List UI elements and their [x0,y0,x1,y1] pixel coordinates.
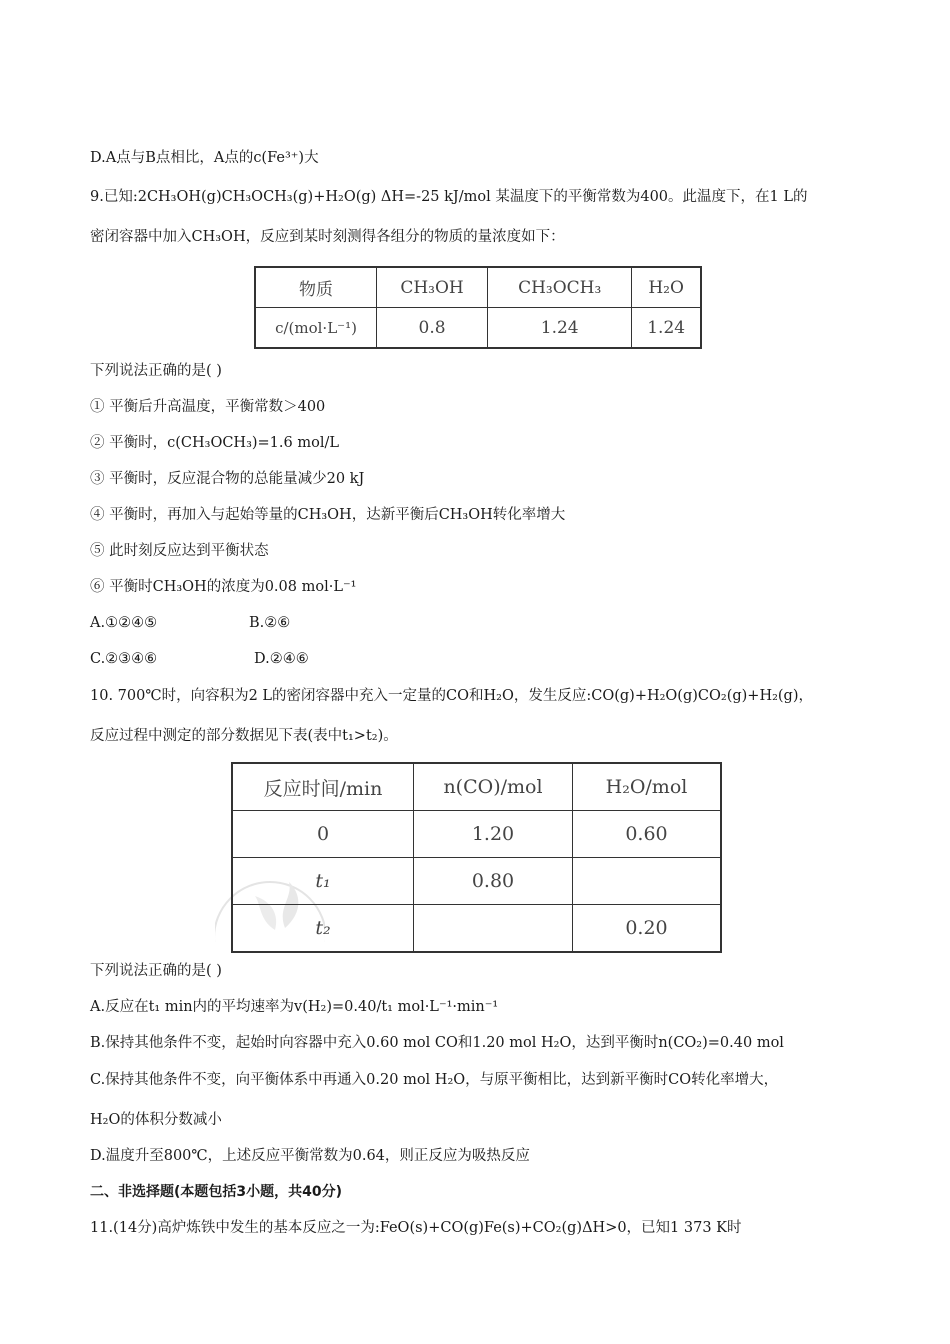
table-cell: t₂ [232,905,414,953]
table-cell: t₁ [232,858,414,905]
table-cell: 0.60 [573,811,722,858]
table-cell: 0.20 [573,905,722,953]
question-10-prompt: 下列说法正确的是( ) [90,963,222,979]
concentration-table [254,266,702,349]
table-header-cell: 物质 [255,267,377,308]
table-header-row [255,267,701,308]
statement-5: ⑤ 此时刻反应达到平衡状态 [90,543,269,559]
question-9-stem-cont: 密闭容器中加入CH₃OH，反应到某时刻测得各组分的物质的量浓度如下： [90,229,565,245]
table-cell [573,858,722,905]
option-b-q9: B.②⑥ [249,615,291,631]
option-c-q10: C.保持其他条件不变，向平衡体系中再通入0.20 mol H₂O，与原平衡相比，达到新平衡时CO转化率增大， [90,1072,779,1088]
table-row [232,905,721,953]
statement-3: ③ 平衡时，反应混合物的总能量减少20 kJ [90,471,365,487]
statement-4: ④ 平衡时，再加入与起始等量的CH₃OH，达新平衡后CH₃OH转化率增大 [90,507,566,523]
question-9-prompt: 下列说法正确的是( ) [90,363,222,379]
table-cell: 1.24 [632,308,701,349]
option-a-q9: A.①②④⑤ [90,615,158,631]
table-header-cell: n(CO)/mol [414,763,573,811]
table-header-row [232,763,721,811]
option-d-q9: D.②④⑥ [254,651,309,667]
question-10-stem-cont: 反应过程中测定的部分数据见下表(表中t₁>t₂)。 [90,728,398,744]
statement-1: ① 平衡后升高温度，平衡常数＞400 [90,399,326,415]
option-b-q10: B.保持其他条件不变，起始时向容器中充入0.60 mol CO和1.20 mol H₂O，达到平衡时n(CO₂)=0.40 mol [90,1035,784,1051]
table-row [232,811,721,858]
question-9-stem: 9.已知:2CH₃OH(g)CH₃OCH₃(g)+H₂O(g) ΔH=-25 kJ/mol 某温度下的平衡常数为400。此温度下，在1 L的 [90,189,808,205]
option-c-q10-cont: H₂O的体积分数减小 [90,1112,222,1128]
question-10-stem: 10. 700℃时，向容积为2 L的密闭容器中充入一定量的CO和H₂O，发生反应:CO(g)+H₂O(g)CO₂(g)+H₂(g)， [90,688,814,704]
question-11-stem: 11.(14分)高炉炼铁中发生的基本反应之一为:FeO(s)+CO(g)Fe(s)+CO₂(g)ΔH>0，已知1 373 K时 [90,1220,742,1236]
section-heading: 二、非选择题(本题包括3小题，共40分) [90,1184,343,1200]
option-a-q10: A.反应在t₁ min内的平均速率为v(H₂)=0.40/t₁ mol·L⁻¹·min⁻¹ [90,999,499,1015]
table-header-cell: H₂O [632,267,701,308]
table-row [255,308,701,349]
table-row [232,858,721,905]
table-header-cell: H₂O/mol [573,763,722,811]
table-header-cell: CH₃OCH₃ [488,267,632,308]
table-cell [414,905,573,953]
statement-2: ② 平衡时，c(CH₃OCH₃)=1.6 mol/L [90,435,339,451]
table-header-cell: 反应时间/min [232,763,414,811]
table-cell: 0.8 [377,308,488,349]
statement-6: ⑥ 平衡时CH₃OH的浓度为0.08 mol·L⁻¹ [90,579,357,595]
table-cell: c/(mol·L⁻¹) [255,308,377,349]
table-cell: 0 [232,811,414,858]
option-d-q10: D.温度升至800℃，上述反应平衡常数为0.64，则正反应为吸热反应 [90,1148,530,1164]
table-header-cell: CH₃OH [377,267,488,308]
table-cell: 1.20 [414,811,573,858]
table-cell: 0.80 [414,858,573,905]
table-cell: 1.24 [488,308,632,349]
reaction-data-table [231,762,722,953]
option-d-q8: D.A点与B点相比，A点的c(Fe³⁺)大 [90,150,319,166]
option-c-q9: C.②③④⑥ [90,651,158,667]
